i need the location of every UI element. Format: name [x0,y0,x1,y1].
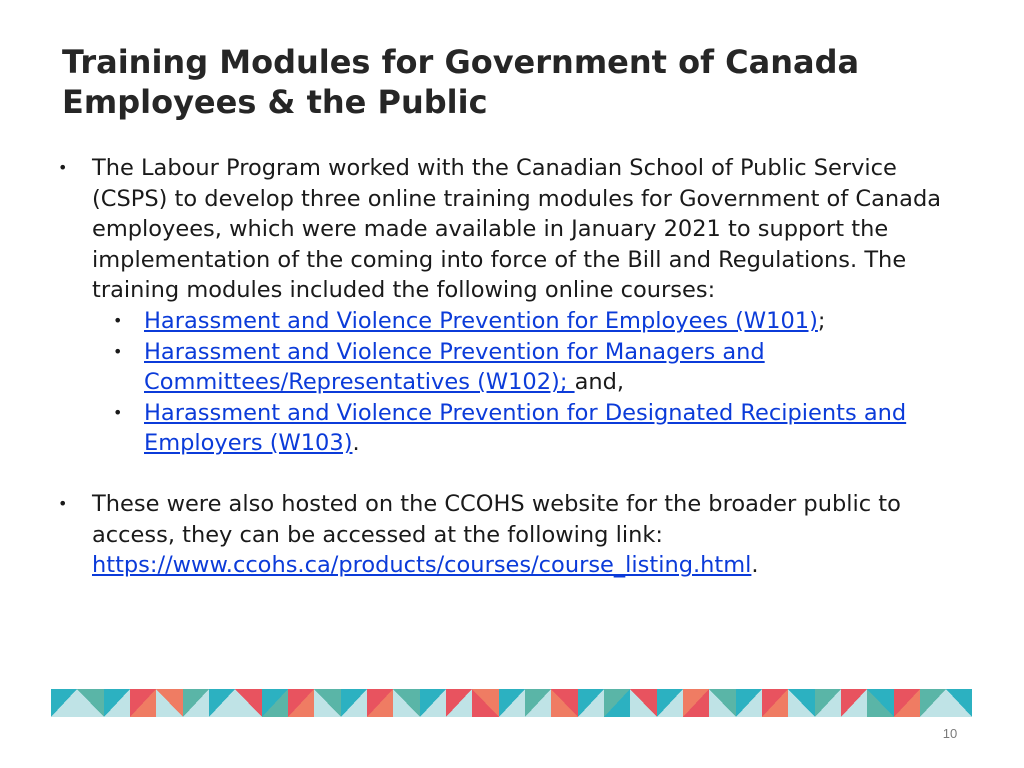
stripe-tile [920,689,946,717]
bullet-dot-icon: • [58,158,68,177]
course-link-w103[interactable]: Harassment and Violence Prevention for Designated Recipients and Employers (W103) [144,399,907,457]
stripe-tile [604,689,630,717]
stripe-tile [156,689,182,717]
sub-bullet-dot-icon: • [113,341,123,361]
stripe-tile [209,689,235,717]
stripe-tile [841,689,867,717]
ccohs-course-listing-link[interactable]: https://www.ccohs.ca/products/courses/course_listing.html [92,552,752,579]
page-number: 10 [942,726,958,741]
stripe-tile [815,689,841,717]
stripe-tile [393,689,419,717]
stripe-tile [446,689,472,717]
stripe-tile [736,689,762,717]
stripe-tile [341,689,367,717]
slide-title: Training Modules for Government of Canada Employees & the Public [62,43,860,121]
course-item [58,306,978,337]
stripe-tile [314,689,340,717]
sub-bullet-dot-icon: • [113,310,123,330]
stripe-tile [867,689,893,717]
bullet-ccohs-hosting [58,489,978,581]
stripe-tile [288,689,314,717]
stripe-tile [709,689,735,717]
stripe-tile [788,689,814,717]
stripe-tile [525,689,551,717]
bullet-text: These were also hosted on the CCOHS website for the broader public to access, they can be accessed at the following link: [92,490,901,548]
bullet-dot-icon: • [58,493,68,513]
stripe-tile [183,689,209,717]
stripe-tile [683,689,709,717]
stripe-tile [262,689,288,717]
course-item [58,337,978,398]
spacer [58,459,978,489]
stripe-tile [894,689,920,717]
course-suffix: . [352,430,360,457]
stripe-tile [630,689,656,717]
stripe-tile [762,689,788,717]
course-suffix: ; [817,307,826,334]
stripe-tile [946,689,972,717]
stripe-tile [104,689,130,717]
slide-body [58,153,978,581]
bullet-text: The Labour Program worked with the Canadian School of Public Service (CSPS) to develop three online training modules for Government of Canada employees, which were made available in January 2021 to support the implementation of the coming into force of the Bill and Regulations. The training modules included the following online courses: [92,155,942,304]
stripe-tile [51,689,77,717]
stripe-tile [657,689,683,717]
course-link-w102[interactable]: Harassment and Violence Prevention for Managers and Committees/Representatives (W102); [144,338,765,396]
sub-bullet-dot-icon: • [113,402,123,422]
decorative-triangle-stripe [51,689,973,717]
course-link-w101[interactable]: Harassment and Violence Prevention for Employees (W101) [144,307,818,334]
stripe-tile [77,689,103,717]
course-suffix: and, [574,369,625,396]
stripe-tile [235,689,261,717]
stripe-tile [499,689,525,717]
link-suffix: . [751,552,759,579]
stripe-tile [130,689,156,717]
stripe-tile [367,689,393,717]
stripe-tile [472,689,498,717]
stripe-tile [420,689,446,717]
stripe-tile [551,689,577,717]
bullet-csps-modules [58,153,978,306]
course-item [58,398,978,459]
stripe-tile [578,689,604,717]
